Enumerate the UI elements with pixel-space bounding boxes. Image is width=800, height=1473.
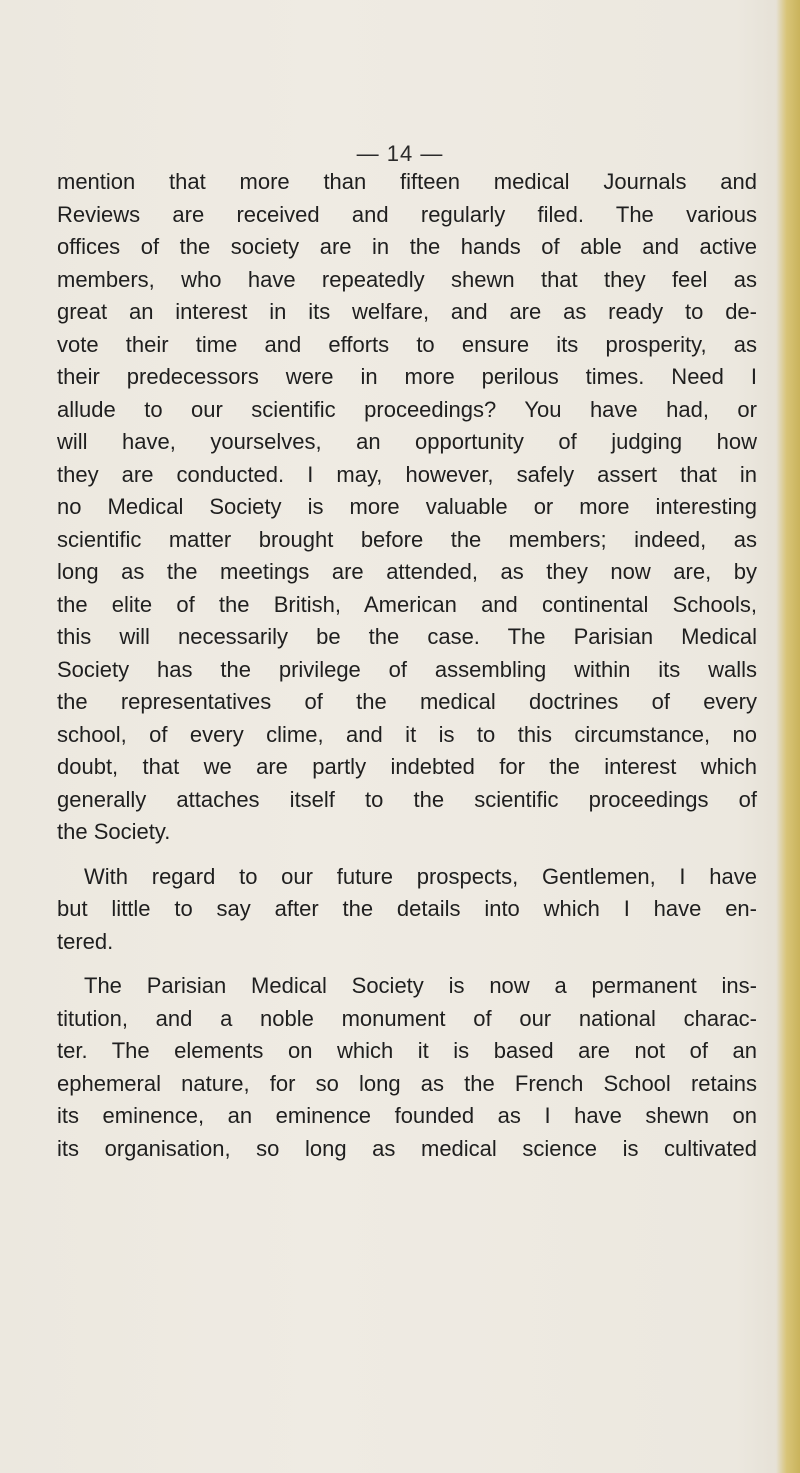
text-line: generally attaches itself to the scientific proceedings of: [57, 786, 757, 812]
text-line: Reviews are received and regularly filed. The various: [57, 201, 757, 227]
text-line: With regard to our future prospects, Gentlemen, I have: [84, 863, 757, 889]
paragraph-gap: [57, 958, 757, 970]
text-line: ter. The elements on which it is based are not of an: [57, 1038, 757, 1063]
text-line: their predecessors were in more perilous times. Need I: [57, 364, 757, 389]
body-text: [57, 166, 757, 1165]
text-line: the Society.: [57, 819, 171, 844]
text-line: Society has the privilege of assembling within its walls: [57, 656, 757, 682]
text-line: members, who have repeatedly shewn that they feel as: [57, 266, 757, 292]
text-line: allude to our scientific proceedings? You have had, or: [57, 396, 757, 422]
text-line: its organisation, so long as medical science is cultivated: [57, 1135, 757, 1161]
text-line: great an interest in its welfare, and are as ready to de-: [57, 299, 757, 324]
text-line: long as the meetings are attended, as they now are, by: [57, 559, 757, 584]
text-line: they are conducted. I may, however, safely assert that in: [57, 461, 757, 487]
text-line: its eminence, an eminence founded as I have shewn on: [57, 1103, 757, 1128]
text-line: offices of the society are in the hands of able and active: [57, 234, 757, 259]
text-line: will have, yourselves, an opportunity of judging how: [57, 429, 757, 454]
text-line: ephemeral nature, for so long as the French School retains: [57, 1070, 757, 1096]
paragraph-1: [57, 166, 757, 849]
page-edge: [776, 0, 800, 1473]
text-line: the representatives of the medical doctrines of every: [57, 689, 757, 714]
paragraph-gap: [57, 849, 757, 861]
text-line: titution, and a noble monument of our national charac-: [57, 1005, 757, 1031]
text-line: no Medical Society is more valuable or more interesting: [57, 494, 757, 519]
text-line: the elite of the British, American and continental Schools,: [57, 591, 757, 617]
text-line: scientific matter brought before the members; indeed, as: [57, 526, 757, 552]
text-line: mention that more than fifteen medical Journals and: [57, 169, 757, 194]
text-line: school, of every clime, and it is to this circumstance, no: [57, 721, 757, 747]
paragraph-2: [57, 861, 757, 959]
text-line: but little to say after the details into which I have en-: [57, 896, 757, 921]
text-line: The Parisian Medical Society is now a permanent ins-: [84, 973, 757, 998]
paragraph-3: [57, 970, 757, 1165]
text-line: tered.: [57, 928, 114, 954]
text-line: doubt, that we are partly indebted for the interest which: [57, 754, 757, 779]
text-line: this will necessarily be the case. The Parisian Medical: [57, 624, 757, 649]
text-line: vote their time and efforts to ensure its prosperity, as: [57, 331, 757, 357]
page-number-header: — 14 —: [356, 141, 444, 166]
